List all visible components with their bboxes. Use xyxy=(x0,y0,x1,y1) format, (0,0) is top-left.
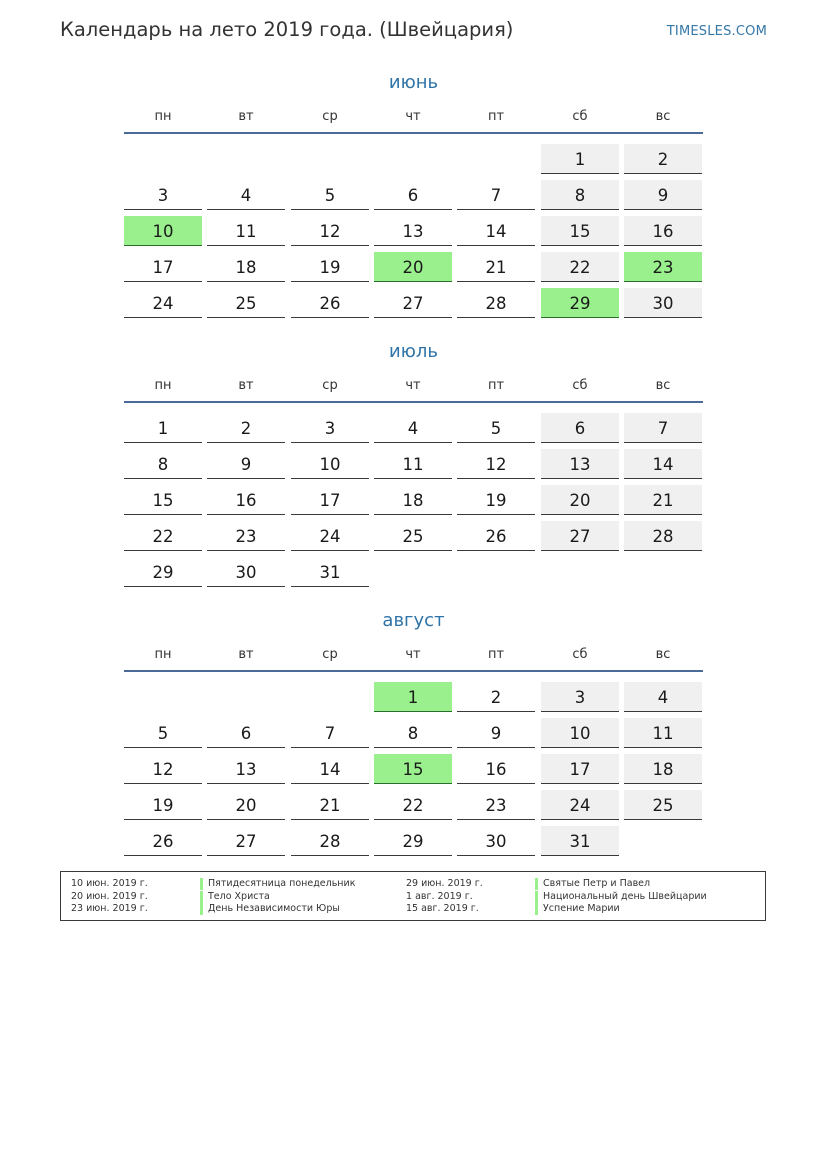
weekday-label: вс xyxy=(655,378,671,393)
day-cell: 15 xyxy=(124,485,202,515)
day-cell: 26 xyxy=(457,521,535,551)
day-cell: 11 xyxy=(374,449,452,479)
day-cell: 26 xyxy=(124,826,202,856)
day-cell: 20 xyxy=(541,485,619,515)
day-cell: 2 xyxy=(624,144,702,174)
site-link[interactable]: TIMESLES.COM xyxy=(666,24,767,39)
legend-holiday-name: Пятидесятница понедельник xyxy=(208,878,356,889)
day-cell: 25 xyxy=(624,790,702,820)
weekday-label: пн xyxy=(154,647,172,662)
day-cell: 18 xyxy=(374,485,452,515)
weekday-label: чт xyxy=(405,647,421,662)
holiday-day-cell: 15 xyxy=(374,754,452,784)
weekday-label: чт xyxy=(405,378,421,393)
day-cell: 22 xyxy=(124,521,202,551)
day-cell: 27 xyxy=(374,288,452,318)
day-cell: 24 xyxy=(541,790,619,820)
weekday-label: вс xyxy=(655,109,671,124)
day-cell: 18 xyxy=(624,754,702,784)
day-cell: 27 xyxy=(207,826,285,856)
weekday-label: вс xyxy=(655,647,671,662)
header-divider xyxy=(124,401,703,403)
day-cell: 22 xyxy=(541,252,619,282)
day-cell: 2 xyxy=(207,413,285,443)
day-cell: 24 xyxy=(124,288,202,318)
holiday-day-cell: 29 xyxy=(541,288,619,318)
weekday-label: вт xyxy=(238,647,254,662)
day-cell: 14 xyxy=(291,754,369,784)
holiday-day-cell: 1 xyxy=(374,682,452,712)
day-cell: 6 xyxy=(541,413,619,443)
legend-color-marker xyxy=(200,903,203,915)
day-cell: 19 xyxy=(124,790,202,820)
day-cell: 3 xyxy=(541,682,619,712)
day-cell: 26 xyxy=(291,288,369,318)
day-cell: 28 xyxy=(457,288,535,318)
day-cell: 13 xyxy=(541,449,619,479)
weekday-label: пн xyxy=(154,109,172,124)
day-cell: 9 xyxy=(624,180,702,210)
day-cell: 19 xyxy=(457,485,535,515)
month-name: июнь xyxy=(388,72,439,93)
day-cell: 4 xyxy=(374,413,452,443)
day-cell: 28 xyxy=(291,826,369,856)
day-cell: 11 xyxy=(207,216,285,246)
day-cell: 21 xyxy=(291,790,369,820)
weekday-label: ср xyxy=(322,378,338,393)
day-cell: 31 xyxy=(291,557,369,587)
day-cell: 1 xyxy=(124,413,202,443)
day-cell: 8 xyxy=(541,180,619,210)
weekday-label: чт xyxy=(405,109,421,124)
day-cell: 5 xyxy=(457,413,535,443)
day-cell: 13 xyxy=(374,216,452,246)
day-cell: 10 xyxy=(541,718,619,748)
day-cell: 8 xyxy=(374,718,452,748)
day-cell: 25 xyxy=(207,288,285,318)
weekday-label: сб xyxy=(572,109,588,124)
day-cell: 28 xyxy=(624,521,702,551)
day-cell: 20 xyxy=(207,790,285,820)
legend-date: 10 июн. 2019 г. xyxy=(71,878,148,889)
legend-color-marker xyxy=(200,891,203,903)
day-cell: 21 xyxy=(457,252,535,282)
day-cell: 22 xyxy=(374,790,452,820)
day-cell: 30 xyxy=(457,826,535,856)
legend-holiday-name: День Независимости Юры xyxy=(208,903,340,914)
day-cell: 1 xyxy=(541,144,619,174)
legend-color-marker xyxy=(535,903,538,915)
weekday-label: пт xyxy=(487,378,505,393)
page-title: Календарь на лето 2019 года. (Швейцария) xyxy=(60,18,514,41)
header-divider xyxy=(124,132,703,134)
holiday-day-cell: 20 xyxy=(374,252,452,282)
weekday-label: ср xyxy=(322,109,338,124)
day-cell: 23 xyxy=(207,521,285,551)
legend-color-marker xyxy=(535,891,538,903)
day-cell: 31 xyxy=(541,826,619,856)
legend-date: 20 июн. 2019 г. xyxy=(71,890,148,902)
day-cell: 18 xyxy=(207,252,285,282)
day-cell: 9 xyxy=(457,718,535,748)
weekday-label: вт xyxy=(238,378,254,393)
day-cell: 24 xyxy=(291,521,369,551)
day-cell: 6 xyxy=(374,180,452,210)
legend-holiday-name: Тело Христа xyxy=(208,890,270,902)
day-cell: 4 xyxy=(624,682,702,712)
day-cell: 12 xyxy=(457,449,535,479)
day-cell: 8 xyxy=(124,449,202,479)
weekday-label: сб xyxy=(572,647,588,662)
day-cell: 3 xyxy=(291,413,369,443)
day-cell: 6 xyxy=(207,718,285,748)
day-cell: 29 xyxy=(374,826,452,856)
day-cell: 5 xyxy=(124,718,202,748)
day-cell: 11 xyxy=(624,718,702,748)
weekday-header xyxy=(124,378,704,392)
holiday-day-cell: 23 xyxy=(624,252,702,282)
month-name: июль xyxy=(389,341,438,362)
legend-holiday-name: Успение Марии xyxy=(543,903,620,914)
day-cell: 10 xyxy=(291,449,369,479)
day-cell: 30 xyxy=(624,288,702,318)
day-cell: 29 xyxy=(124,557,202,587)
day-cell: 21 xyxy=(624,485,702,515)
day-cell: 7 xyxy=(457,180,535,210)
day-cell: 19 xyxy=(291,252,369,282)
legend-date: 29 июн. 2019 г. xyxy=(406,878,483,889)
day-cell: 15 xyxy=(541,216,619,246)
day-cell: 17 xyxy=(291,485,369,515)
day-cell: 14 xyxy=(457,216,535,246)
day-cell: 5 xyxy=(291,180,369,210)
holiday-day-cell: 10 xyxy=(124,216,202,246)
day-cell: 12 xyxy=(124,754,202,784)
weekday-label: пт xyxy=(487,647,505,662)
day-cell: 3 xyxy=(124,180,202,210)
weekday-label: ср xyxy=(322,647,338,662)
weekday-header xyxy=(124,647,704,661)
weekday-label: пт xyxy=(487,109,505,124)
day-cell: 9 xyxy=(207,449,285,479)
holiday-legend xyxy=(60,871,766,921)
day-cell: 14 xyxy=(624,449,702,479)
day-cell: 27 xyxy=(541,521,619,551)
weekday-label: пн xyxy=(154,378,172,393)
day-cell: 7 xyxy=(291,718,369,748)
day-cell: 2 xyxy=(457,682,535,712)
legend-holiday-name: Национальный день Швейцарии xyxy=(543,890,707,902)
legend-date: 15 авг. 2019 г. xyxy=(406,903,479,914)
day-cell: 16 xyxy=(207,485,285,515)
day-cell: 16 xyxy=(457,754,535,784)
day-cell: 25 xyxy=(374,521,452,551)
day-cell: 17 xyxy=(541,754,619,784)
day-cell: 12 xyxy=(291,216,369,246)
weekday-label: сб xyxy=(572,378,588,393)
header-divider xyxy=(124,670,703,672)
legend-holiday-name: Святые Петр и Павел xyxy=(543,878,651,889)
day-cell: 17 xyxy=(124,252,202,282)
weekday-header xyxy=(124,109,704,123)
day-cell: 16 xyxy=(624,216,702,246)
legend-color-marker xyxy=(200,878,203,890)
day-cell: 13 xyxy=(207,754,285,784)
day-cell: 23 xyxy=(457,790,535,820)
day-cell: 7 xyxy=(624,413,702,443)
day-cell: 4 xyxy=(207,180,285,210)
weekday-label: вт xyxy=(238,109,254,124)
day-cell: 30 xyxy=(207,557,285,587)
legend-date: 23 июн. 2019 г. xyxy=(71,903,148,914)
month-name: август xyxy=(382,610,445,631)
legend-color-marker xyxy=(535,878,538,890)
legend-date: 1 авг. 2019 г. xyxy=(406,890,473,902)
